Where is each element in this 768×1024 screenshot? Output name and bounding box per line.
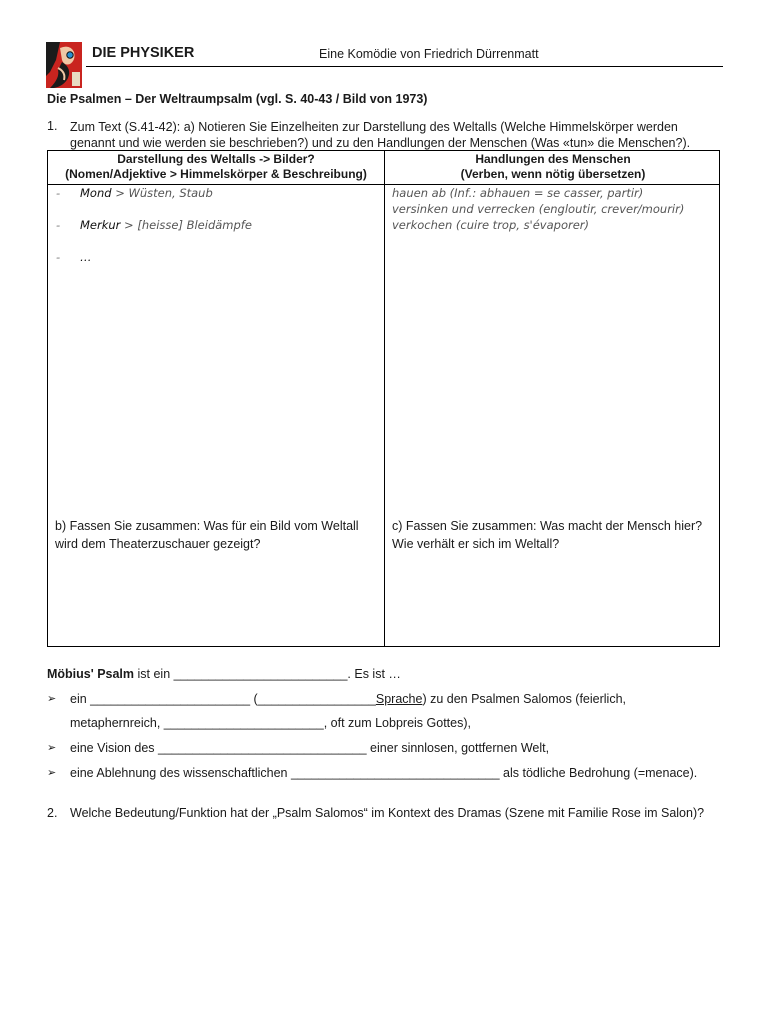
table-header-left: [48, 152, 384, 182]
section-heading: Die Psalmen – Der Weltraumpsalm (vgl. S. 40-43 / Bild von 1973): [47, 92, 428, 106]
left-note-content: [80, 250, 92, 264]
answer-table: [47, 150, 720, 647]
table-header-right-line2: (Verben, wenn nötig übersetzen): [460, 167, 646, 181]
psalm-bullet-1-continued: metaphernreich, _______________________, oft zum Lobpreis Gottes),: [70, 716, 471, 730]
table-header-divider: [48, 184, 719, 185]
table-header-left-line1: Darstellung des Weltalls -> Bilder?: [117, 152, 315, 166]
celestial-body-term: Merkur: [80, 218, 121, 232]
question-2-text: Welche Bedeutung/Funktion hat der „Psalm Salomos“ im Kontext des Dramas (Szene mit Familie Rose im Salon)?: [70, 806, 705, 820]
book-cover-logo: [46, 42, 82, 88]
arrow-bullet-icon: ➢: [47, 693, 57, 705]
psalm-bullet-1: [70, 692, 626, 706]
right-note-row: hauen ab (Inf.: abhauen = se casser, partir): [392, 186, 644, 200]
psalm-bullet-1-underlined: Sprache: [375, 692, 423, 706]
header-subtitle: Eine Komödie von Friedrich Dürrenmatt: [319, 47, 539, 61]
right-note-row: verkochen (cuire trop, s'évaporer): [392, 218, 590, 232]
table-header-right-line1: Handlungen des Menschen: [475, 152, 631, 166]
psalm-bullet-2: eine Vision des ______________________________ einer sinnlosen, gottfernen Welt,: [70, 741, 550, 755]
list-dash: -: [56, 186, 61, 200]
list-dash: -: [56, 250, 61, 264]
psalm-label: Möbius' Psalm: [47, 667, 135, 681]
psalm-intro: [47, 667, 401, 681]
header-title: DIE PHYSIKER: [92, 45, 195, 61]
header-divider: [86, 66, 723, 67]
celestial-body-description: > [heisse] Bleidämpfe: [120, 218, 252, 232]
summary-question-c: c) Fassen Sie zusammen: Was macht der Mensch hier? Wie verhält er sich im Weltall?: [392, 519, 703, 551]
psalm-bullet-1-start: ein _______________________ (_________________: [70, 692, 376, 706]
arrow-bullet-icon: ➢: [47, 742, 57, 754]
left-note-content: [80, 186, 213, 200]
celestial-body-term: …: [80, 250, 92, 264]
arrow-bullet-icon: ➢: [47, 767, 57, 779]
summary-question-b: b) Fassen Sie zusammen: Was für ein Bild vom Weltall wird dem Theaterzuschauer gezeigt?: [55, 519, 359, 551]
list-dash: -: [56, 218, 61, 232]
right-note-row: versinken und verrecken (engloutir, crever/mourir): [392, 202, 685, 216]
celestial-body-description: > Wüsten, Staub: [111, 186, 213, 200]
psalm-bullet-3: eine Ablehnung des wissenschaftlichen ______________________________ als tödliche Bedrohung (=menace).: [70, 766, 698, 780]
psalm-bullet-1-end: ) zu den Psalmen Salomos (feierlich,: [422, 692, 626, 706]
question-1-number: 1.: [47, 119, 58, 133]
celestial-body-term: Mond: [80, 186, 112, 200]
psalm-intro-blank: ist ein _________________________. Es ist …: [134, 667, 401, 681]
table-header-right: [385, 152, 721, 182]
table-column-divider: [384, 151, 385, 646]
table-header-left-line2: (Nomen/Adjektive > Himmelskörper & Beschreibung): [65, 167, 367, 181]
left-note-content: [80, 218, 252, 232]
question-2-number: 2.: [47, 806, 58, 820]
question-1-text: Zum Text (S.41-42): a) Notieren Sie Einzelheiten zur Darstellung des Weltalls (Welche Himmelskörper werden genannt und wie werden sie beschrieben?) und zu den Handlungen der Menschen (Was «tun» die Menschen?).: [70, 120, 691, 150]
